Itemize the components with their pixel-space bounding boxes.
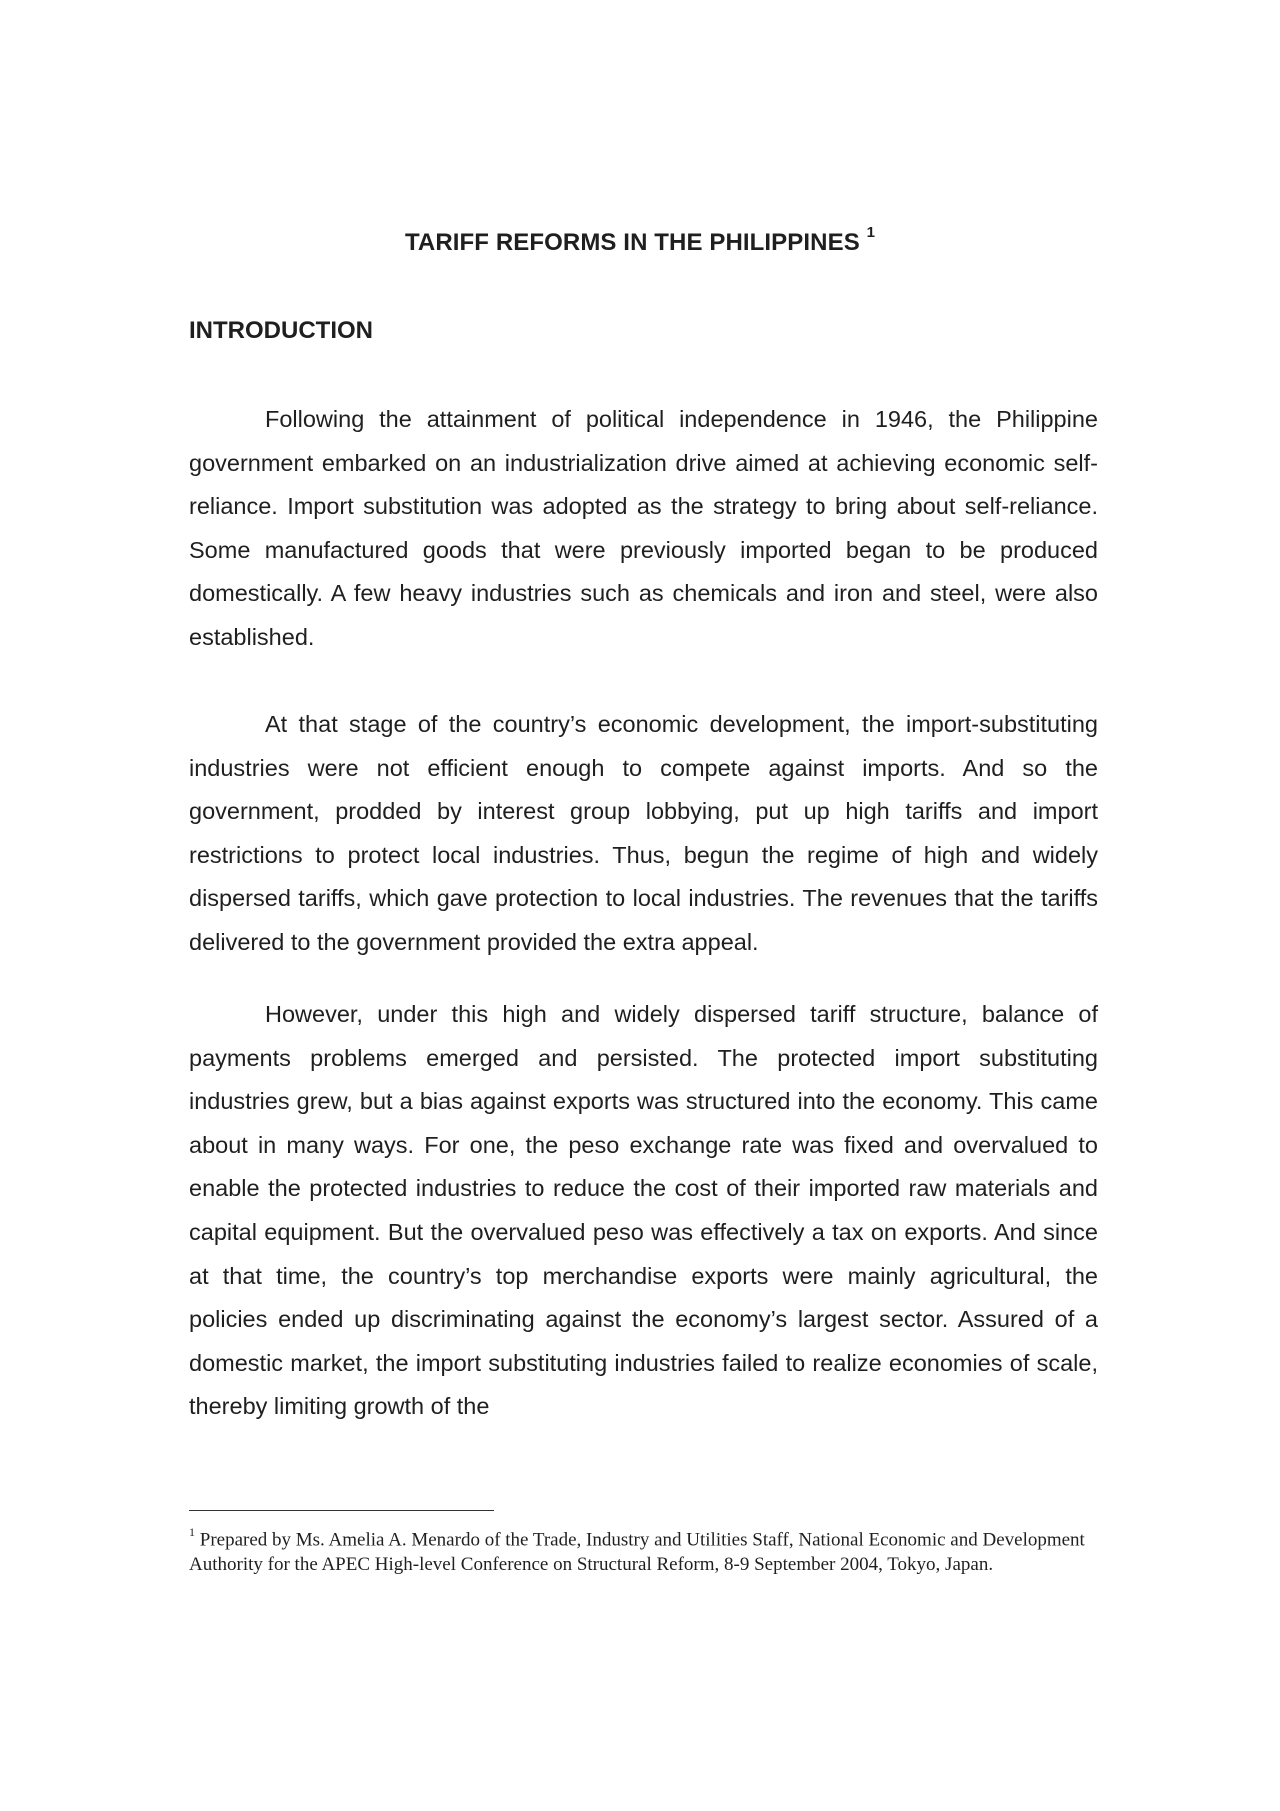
footnote-marker: 1 [189,1525,195,1539]
footnote-text: Prepared by Ms. Amelia A. Menardo of the Trade, Industry and Utilities Staff, National Economic and Development Authority for the APEC High-level Conference on Structural Reform, 8-9 September 2004, Tokyo, Japan. [189,1529,1085,1576]
footnote [189,1522,1098,1577]
paragraph: However, under this high and widely dispersed tariff structure, balance of payments problems emerged and persisted. The protected import substituting industries grew, but a bias against exports was structured into the economy. This came about in many ways. For one, the peso exchange rate was fixed and overvalued to enable the protected industries to reduce the cost of their imported raw materials and capital equipment. But the overvalued peso was effectively a tax on exports. And since at that time, the country’s top merchandise exports were mainly agricultural, the policies ended up discriminating against the economy’s largest sector. Assured of a domestic market, the import substituting industries failed to realize economies of scale, thereby limiting growth of the [189,1001,1098,1420]
footnote-separator [189,1510,494,1511]
paragraph: Following the attainment of political independence in 1946, the Philippine government embarked on an industrialization drive aimed at achieving economic self-reliance. Import substitution was adopted as the strategy to bring about self-reliance. Some manufactured goods that were previously imported began to be produced domestically. A few heavy industries such as chemicals and iron and steel, were also established. [189,406,1098,650]
paragraph: At that stage of the country’s economic development, the import-substituting industries were not efficient enough to compete against imports. And so the government, prodded by interest group lobbying, put up high tariffs and import restrictions to protect local industries. Thus, begun the regime of high and widely dispersed tariffs, which gave protection to local industries. The revenues that the tariffs delivered to the government provided the extra appeal. [189,711,1098,955]
section-heading: INTRODUCTION [189,317,373,344]
title-footnote-marker: 1 [866,224,876,241]
title-text: TARIFF REFORMS IN THE PHILIPPINES [404,229,860,256]
document-title [0,224,1280,257]
